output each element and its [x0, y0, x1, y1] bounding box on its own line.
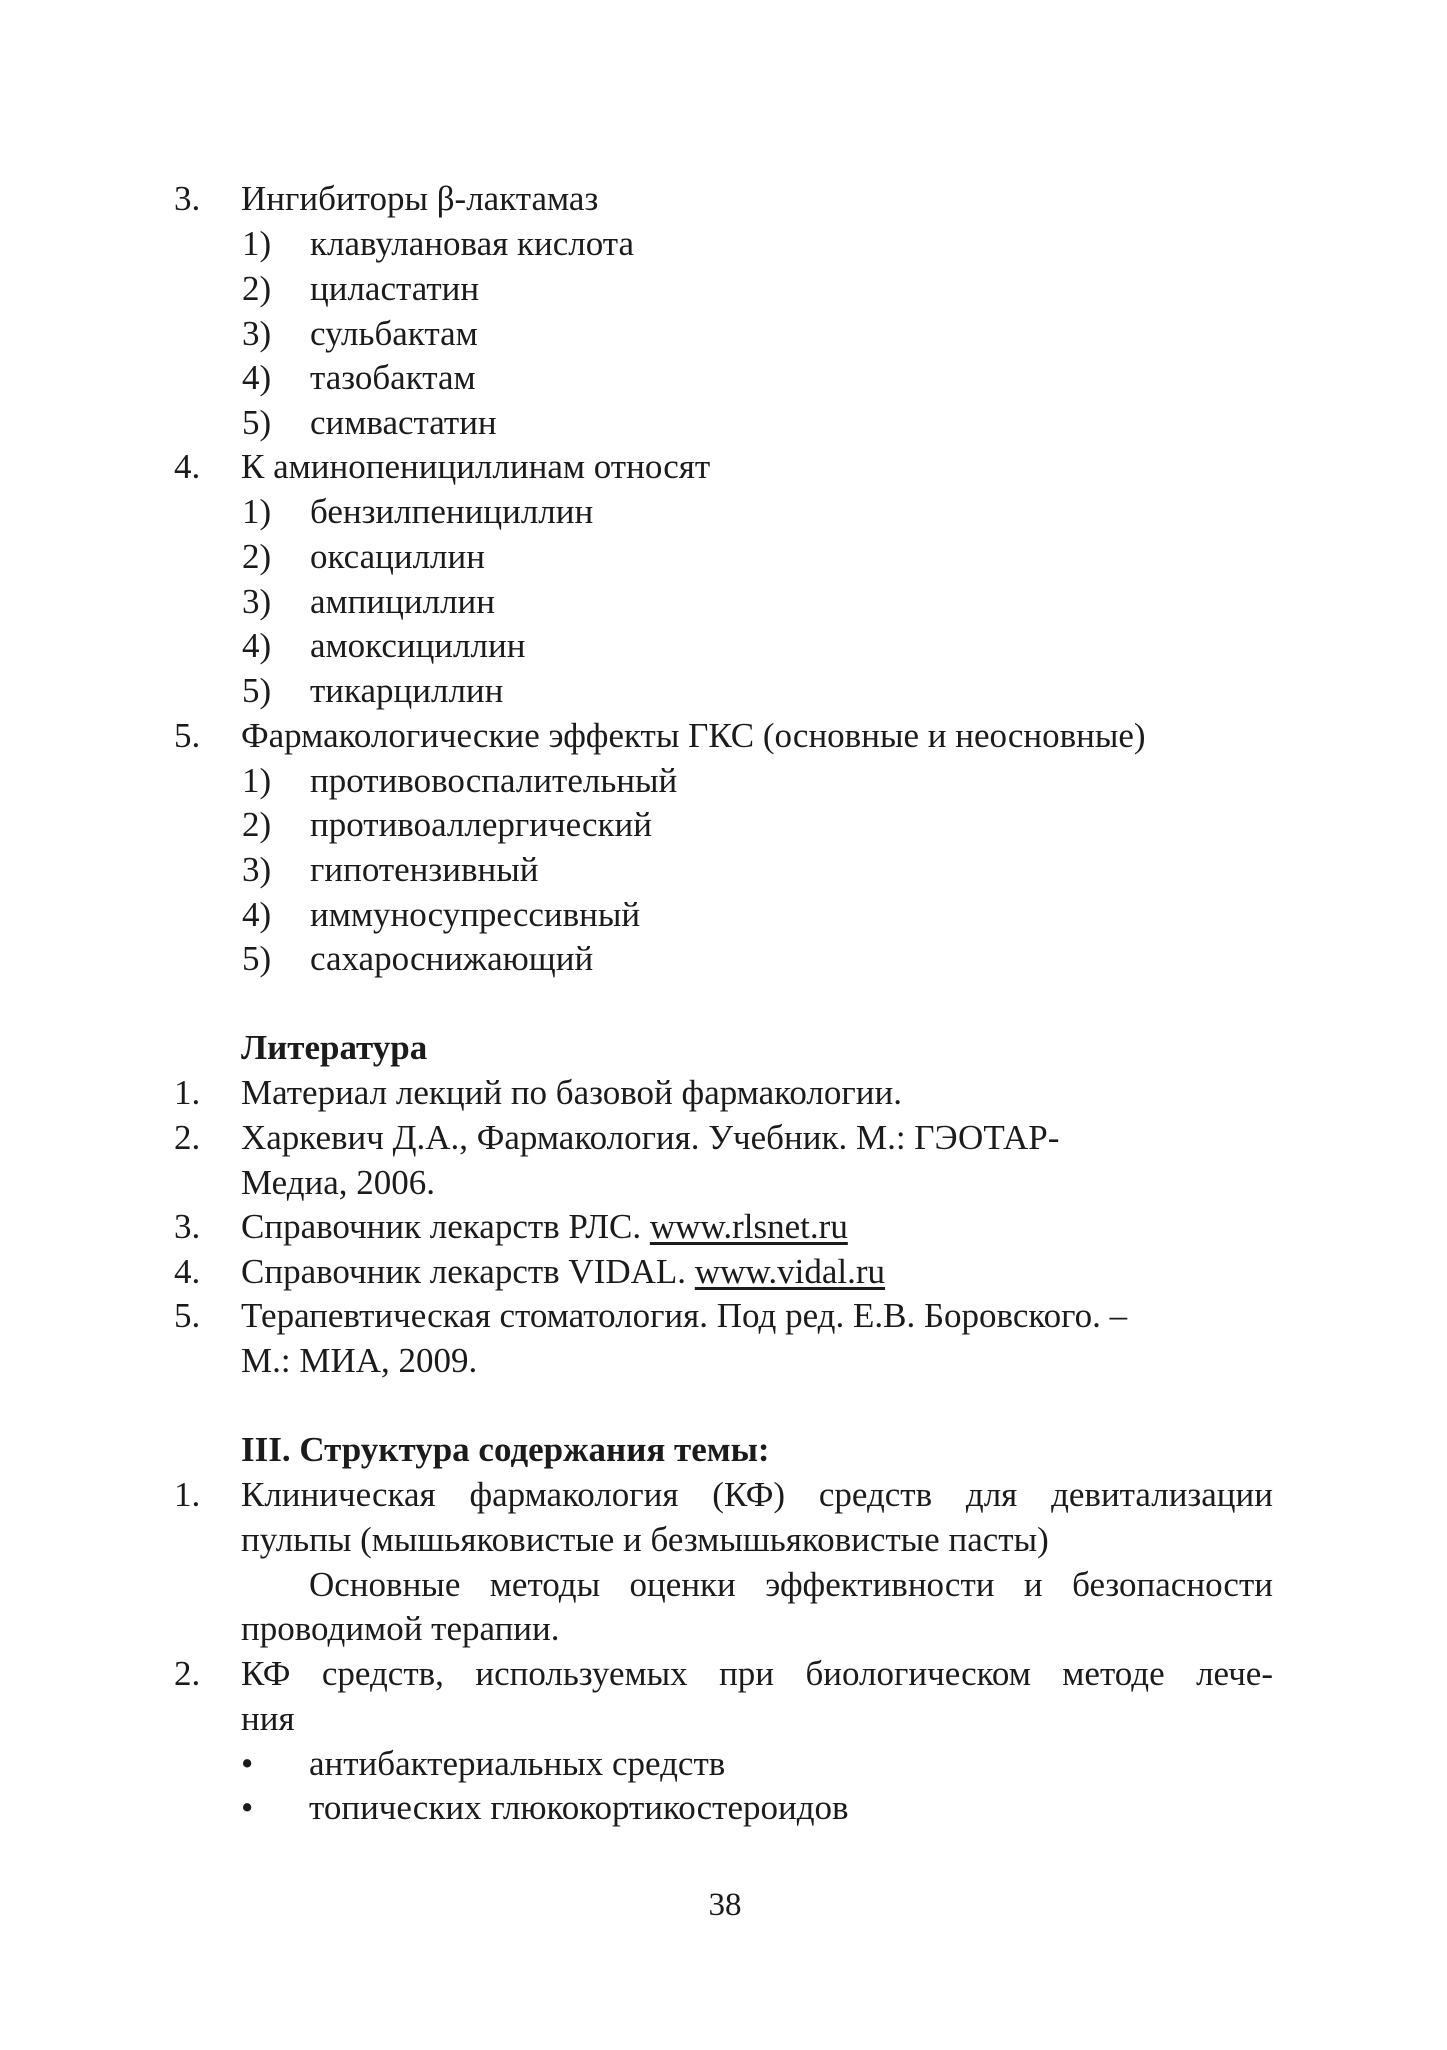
option-item: [242, 668, 504, 713]
list-number: 2.: [174, 1118, 201, 1157]
structure-item-text: ния: [241, 1699, 295, 1738]
bullet-mark: •: [241, 1788, 254, 1827]
bullet-text: антибактериальных средств: [309, 1744, 726, 1783]
option-number: 5): [242, 671, 272, 710]
option-item: [242, 758, 678, 803]
option-number: 2): [242, 269, 272, 308]
list-number: 1.: [174, 1073, 201, 1112]
question-text: К аминопенициллинам относят: [241, 447, 711, 486]
page-number: 38: [708, 1887, 742, 1923]
option-text: клавулановая кислота: [310, 224, 635, 263]
structure-item-number: 1.: [174, 1475, 201, 1514]
structure-item-text: Клиническая фармакология (КФ) средств для девитализации: [241, 1475, 1273, 1514]
structure-item-text: Основные методы оценки эффективности и безопасности: [309, 1565, 1273, 1604]
list-number: 4.: [174, 1252, 201, 1291]
option-text: симвастатин: [310, 403, 497, 442]
option-number: 3): [242, 850, 272, 889]
question-text: Фармакологические эффекты ГКС (основные и неосновные): [241, 716, 1146, 755]
bullet-item: [241, 1785, 849, 1830]
structure-heading: III. Структура содержания темы:: [241, 1430, 770, 1469]
option-item: [242, 579, 495, 624]
option-text: тикарциллин: [310, 671, 504, 710]
option-item: [242, 221, 635, 266]
literature-text: Материал лекций по базовой фармакологии.: [241, 1073, 902, 1112]
option-number: 1): [242, 224, 272, 263]
list-number: 3.: [174, 1207, 201, 1246]
option-item: [242, 623, 526, 668]
literature-text: Терапевтическая стоматология. Под ред. Е.В. Боровского. –: [241, 1296, 1128, 1335]
rlsnet-link[interactable]: www.rlsnet.ru: [649, 1207, 848, 1246]
list-number: 5.: [174, 1296, 201, 1335]
question-number: 4.: [174, 447, 201, 486]
option-number: 1): [242, 761, 272, 800]
option-item: [242, 266, 480, 311]
option-number: 4): [242, 358, 272, 397]
literature-item: [174, 1249, 885, 1294]
option-item: [242, 847, 539, 892]
question-5: [174, 713, 1146, 758]
literature-text: Справочник лекарств РЛС.: [241, 1207, 650, 1246]
literature-text-continued: М.: МИА, 2009.: [241, 1341, 478, 1380]
bullet-mark: •: [241, 1744, 254, 1783]
option-item: [242, 534, 485, 579]
option-item: [242, 400, 497, 445]
option-number: 1): [242, 492, 272, 531]
option-number: 4): [242, 626, 272, 665]
question-number: 3.: [174, 179, 201, 218]
option-text: гипотензивный: [310, 850, 539, 889]
option-number: 5): [242, 939, 272, 978]
option-text: сульбактам: [310, 314, 478, 353]
option-text: иммуносупрессивный: [310, 895, 641, 934]
literature-text: Харкевич Д.А., Фармакология. Учебник. М.: ГЭОТАР-: [241, 1118, 1060, 1157]
option-text: оксациллин: [310, 537, 485, 576]
structure-item-text: пульпы (мышьяковистые и безмышьяковистые пасты): [241, 1520, 1049, 1559]
literature-item: [174, 1070, 902, 1115]
option-number: 4): [242, 895, 272, 934]
option-item: [242, 802, 652, 847]
question-number: 5.: [174, 716, 201, 755]
option-item: [242, 311, 478, 356]
bullet-text: топических глюкокортикостероидов: [309, 1788, 849, 1827]
literature-item: [174, 1293, 1128, 1338]
literature-text-continued: Медиа, 2006.: [241, 1163, 436, 1202]
option-text: сахароснижающий: [310, 939, 594, 978]
literature-text: Справочник лекарств VIDAL.: [241, 1252, 695, 1291]
option-text: тазобактам: [310, 358, 476, 397]
option-item: [242, 936, 594, 981]
option-item: [242, 892, 641, 937]
option-number: 2): [242, 537, 272, 576]
option-number: 3): [242, 314, 272, 353]
structure-item-number: 2.: [174, 1654, 201, 1693]
option-text: ампициллин: [310, 582, 495, 621]
option-item: [242, 489, 594, 534]
option-number: 3): [242, 582, 272, 621]
literature-heading: Литература: [241, 1028, 428, 1067]
option-text: противовоспалительный: [310, 761, 678, 800]
structure-item-text: проводимой терапии.: [241, 1609, 560, 1648]
vidal-link[interactable]: www.vidal.ru: [694, 1252, 885, 1291]
question-4: [174, 444, 711, 489]
option-text: амоксициллин: [310, 626, 526, 665]
literature-item: [174, 1115, 1060, 1160]
option-text: противоаллергический: [310, 805, 652, 844]
option-number: 2): [242, 805, 272, 844]
option-text: циластатин: [310, 269, 480, 308]
option-text: бензилпенициллин: [310, 492, 594, 531]
question-3: [174, 176, 599, 221]
question-text: Ингибиторы β-лактамаз: [241, 179, 599, 218]
literature-item: [174, 1204, 848, 1249]
bullet-item: [241, 1741, 726, 1786]
option-item: [242, 355, 476, 400]
option-number: 5): [242, 403, 272, 442]
structure-item-text: КФ средств, используемых при биологическом методе лече-: [241, 1654, 1273, 1693]
